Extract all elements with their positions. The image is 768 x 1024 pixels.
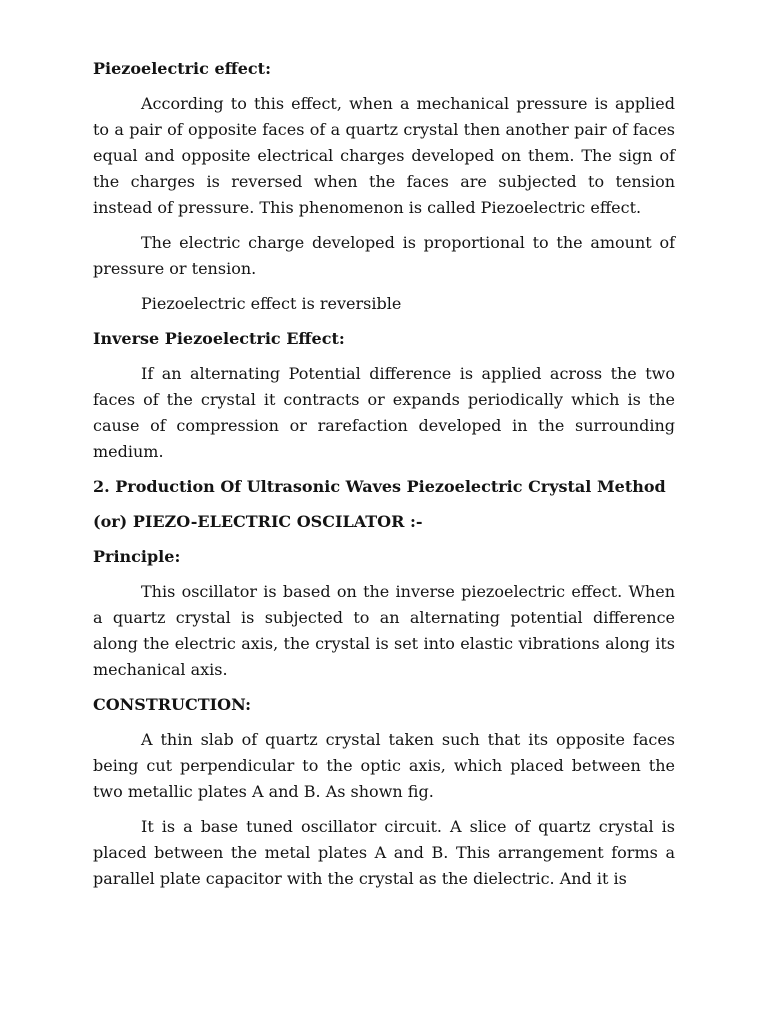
construction-heading: CONSTRUCTION: <box>93 695 252 714</box>
inverse-piezoelectric-heading: Inverse Piezoelectric Effect: <box>93 329 345 348</box>
inverse-piezoelectric-paragraph: If an alternating Potential difference is applied across the two faces of the crystal it contracts or expands periodically which is the cause of compression or rarefaction developed in the surrounding medium. <box>93 364 675 461</box>
production-heading: 2. Production Of Ultrasonic Waves Piezoelectric Crystal Method <box>93 477 666 496</box>
principle-heading: Principle: <box>93 547 181 566</box>
oscillator-heading: (or) PIEZO-ELECTRIC OSCILATOR :- <box>93 512 423 531</box>
piezoelectric-effect-paragraph-3: Piezoelectric effect is reversible <box>141 294 402 313</box>
piezoelectric-effect-paragraph-1: According to this effect, when a mechanical pressure is applied to a pair of opposite faces of a quartz crystal then another pair of faces equal and opposite electrical charges developed on them. The sign of the charges is reversed when the faces are subjected to tension instead of pressure. This phenomenon is called Piezoelectric effect. <box>93 94 675 217</box>
piezoelectric-effect-paragraph-2: The electric charge developed is proportional to the amount of pressure or tension. <box>93 233 675 278</box>
document-page <box>93 56 675 901</box>
construction-paragraph-2: It is a base tuned oscillator circuit. A slice of quartz crystal is placed between the metal plates A and B. This arrangement forms a parallel plate capacitor with the crystal as the dielectric. And it is <box>93 817 675 888</box>
piezoelectric-effect-heading: Piezoelectric effect: <box>93 59 271 78</box>
principle-paragraph: This oscillator is based on the inverse piezoelectric effect. When a quartz crystal is subjected to an alternating potential difference along the electric axis, the crystal is set into elastic vibrations along its mechanical axis. <box>93 582 675 679</box>
construction-paragraph-1: A thin slab of quartz crystal taken such that its opposite faces being cut perpendicular to the optic axis, which placed between the two metallic plates A and B. As shown fig. <box>93 730 675 801</box>
